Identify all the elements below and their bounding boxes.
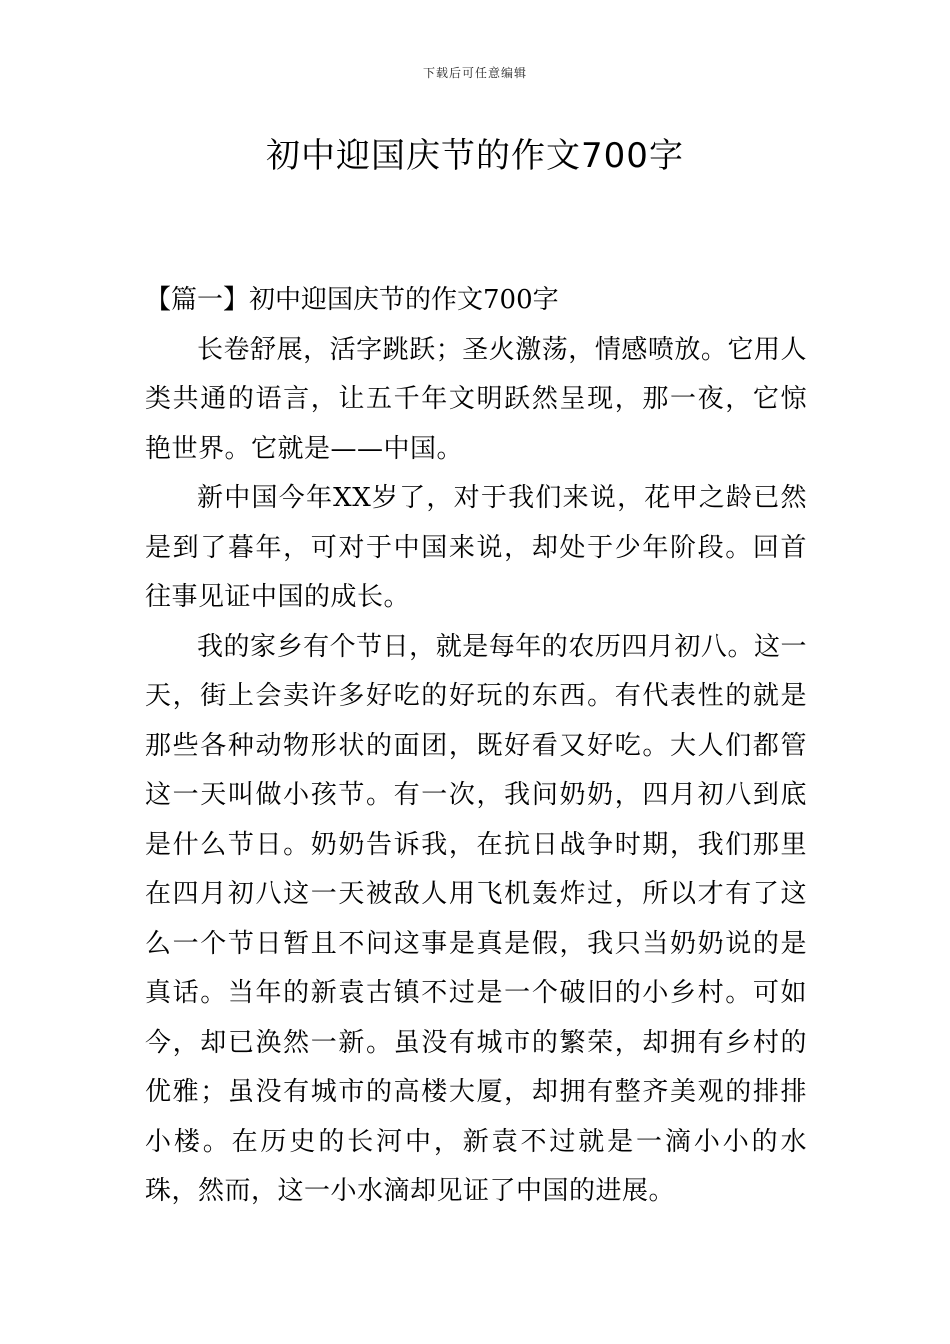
section-heading: 【篇一】初中迎国庆节的作文700字	[145, 285, 559, 315]
paragraph-2: 新中国今年XX岁了，对于我们来说，花甲之龄已然是到了暮年，可对于中国来说，却处于少年阶段。回首往事见证中国的成长。	[145, 483, 807, 612]
document-title: 初中迎国庆节的作文700字	[266, 136, 684, 176]
paragraph-1: 长卷舒展，活字跳跃；圣火激荡，情感喷放。它用人类共通的语言，让五千年文明跃然呈现，那一夜，它惊艳世界。它就是——中国。	[145, 334, 807, 464]
article-body	[145, 276, 807, 1217]
paragraph-3: 我的家乡有个节日，就是每年的农历四月初八。这一天，街上会卖许多好吃的好玩的东西。有代表性的就是那些各种动物形状的面团，既好看又好吃。大人们都管这一天叫做小孩节。有一次，我问奶奶，四月初八到底是什么节日。奶奶告诉我，在抗日战争时期，我们那里在四月初八这一天被敌人用飞机轰炸过，所以才有了这么一个节日暂且不问这事是真是假，我只当奶奶说的是真话。当年的新袁古镇不过是一个破旧的小乡村。可如今，却已涣然一新。虽没有城市的繁荣，却拥有乡村的优雅；虽没有城市的高楼大厦，却拥有整齐美观的排排小楼。在历史的长河中，新袁不过就是一滴小小的水珠，然而，这一小水滴却见证了中国的进展。	[145, 631, 807, 1206]
header-note: 下载后可任意编辑	[422, 66, 527, 80]
